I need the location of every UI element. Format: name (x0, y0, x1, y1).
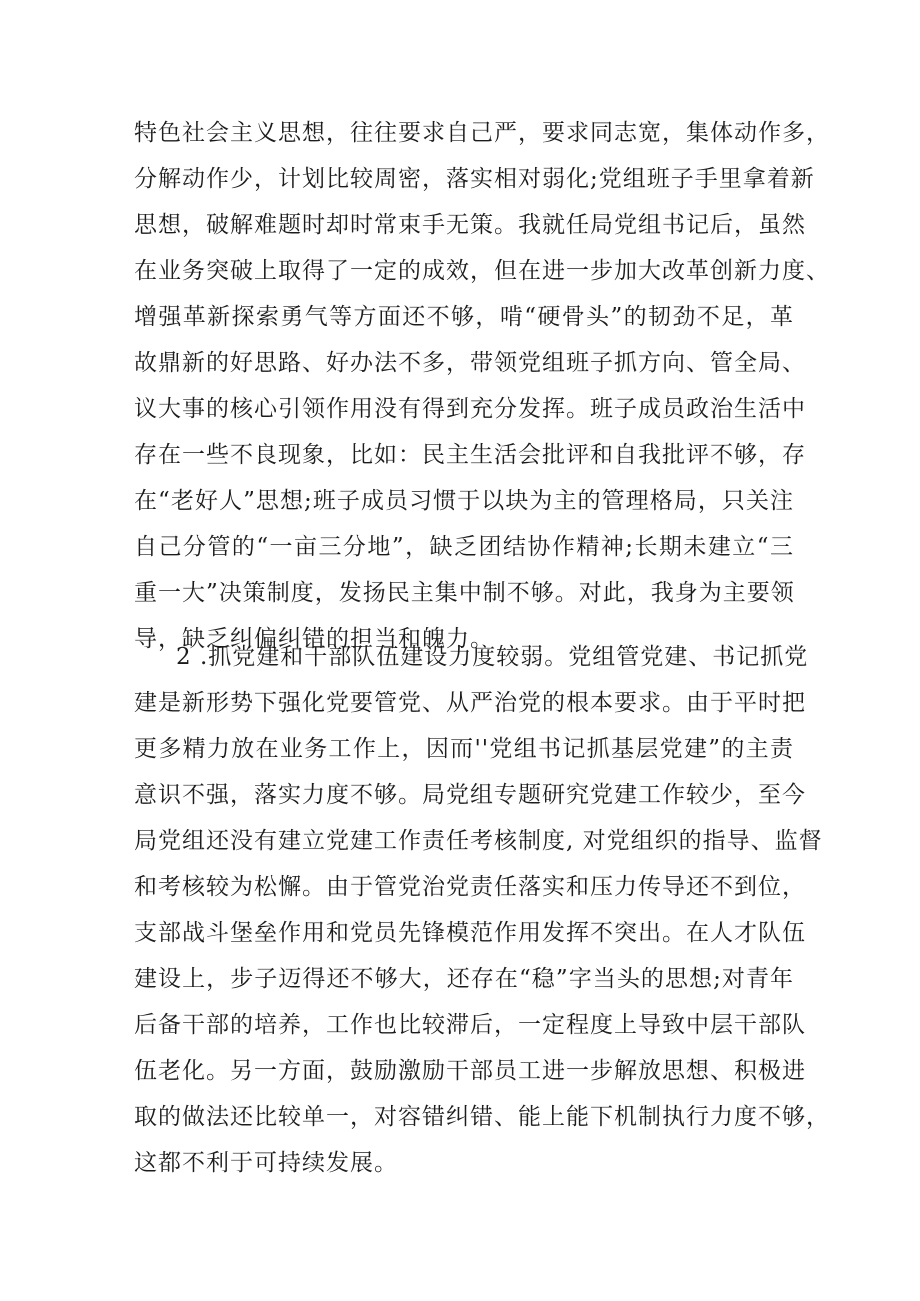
paragraph-1-line: 增强革新探索勇气等方面还不够，啃“硬骨头”的韧劲不足，革 (134, 304, 794, 330)
paragraph-2-line: 和考核较为松懈。由于管党治党责任落实和压力传导还不到位， (134, 874, 806, 900)
paragraph-1-line: 在“老好人”思想;班子成员习惯于以块为主的管理格局，只关注 (134, 488, 794, 514)
paragraph-2-line: 伍老化。另一方面，鼓励激励干部员工进一步解放思想、积极进 (134, 1058, 806, 1084)
paragraph-1-line: 思想，破解难题时却时常束手无策。我就任局党组书记后，虽然 (134, 212, 806, 238)
paragraph-1-line: 重一大”决策制度，发扬民主集中制不够。对此，我身为主要领 (134, 580, 795, 606)
paragraph-1 (134, 110, 830, 662)
paragraph-2-line: 取的做法还比较单一，对容错纠错、能上能下机制执行力度不够， (134, 1104, 830, 1130)
paragraph-1-line: 特色社会主义思想，往往要求自己严，要求同志宽，集体动作多， (134, 120, 830, 146)
paragraph-1-line: 自己分管的“一亩三分地”，缺乏团结协作精神;长期未建立“三 (134, 534, 794, 560)
paragraph-1-line: 议大事的核心引领作用没有得到充分发挥。班子成员政治生活中 (134, 396, 806, 422)
paragraph-1-last-line: 导，缺乏纠偏纠错的担当和魄力。 (134, 626, 494, 652)
paragraph-2-line: 更多精力放在业务工作上，因而''党组书记抓基层党建”的主责 (134, 736, 794, 762)
paragraph-2-line: 支部战斗堡垒作用和党员先锋模范作用发挥不突出。在人才队伍 (134, 920, 806, 946)
paragraph-2-line: 局党组还没有建立党建工作责任考核制度, 对党组织的指导、监督 (134, 828, 823, 854)
paragraph-1-line: 存在一些不良现象，比如：民主生活会批评和自我批评不够，存 (134, 442, 806, 468)
paragraph-1-line: 分解动作少，计划比较周密，落实相对弱化;党组班子手里拿着新 (134, 166, 815, 192)
paragraph-2-line: 后备干部的培养，工作也比较滞后，一定程度上导致中层干部队 (134, 1012, 806, 1038)
paragraph-2 (134, 634, 830, 1186)
paragraph-1-line: 在业务突破上取得了一定的成效，但在进一步加大改革创新力度、 (134, 258, 830, 284)
paragraph-2-line: 建是新形势下强化党要管党、从严治党的根本要求。由于平时把 (134, 690, 806, 716)
paragraph-2-last-line: 这都不利于可持续发展。 (134, 1150, 398, 1176)
paragraph-1-line: 故鼎新的好思路、好办法不多，带领党组班子抓方向、管全局、 (134, 350, 806, 376)
paragraph-2-line: 意识不强，落实力度不够。局党组专题研究党建工作较少，至今 (134, 782, 806, 808)
paragraph-2-first-line: 2 .抓党建和干部队伍建设力度较弱。党组管党建、书记抓党 (176, 644, 809, 670)
paragraph-2-line: 建设上，步子迈得还不够大，还存在“稳”字当头的思想;对青年 (134, 966, 794, 992)
